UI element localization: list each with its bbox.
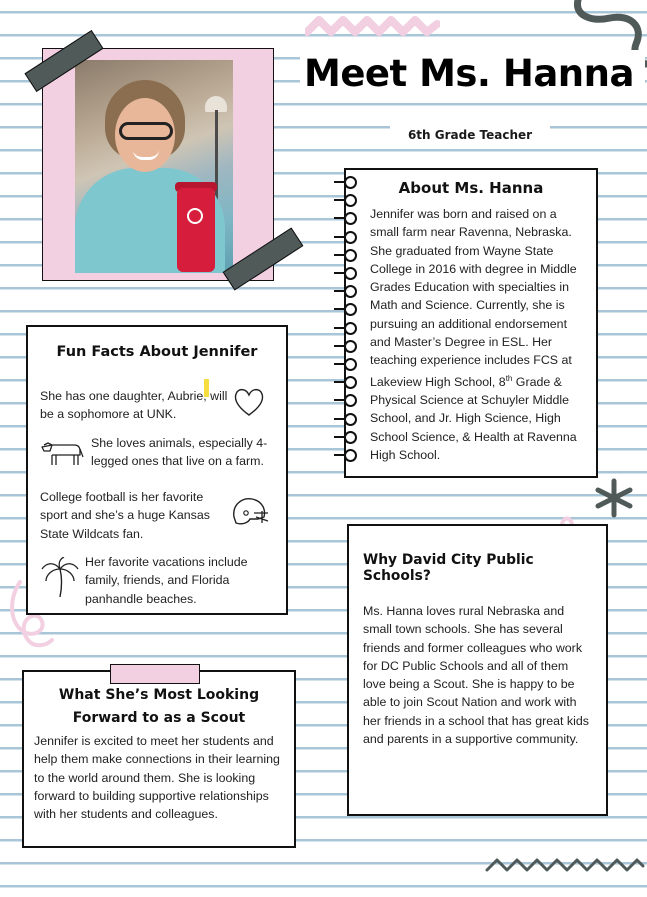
scout-heading: What She’s Most Looking Forward to as a Scout <box>58 687 260 726</box>
page-subtitle: 6th Grade Teacher <box>390 126 550 144</box>
spiral-ring <box>344 413 357 426</box>
spiral-ring <box>344 231 357 244</box>
why-dc-heading: Why David City Public Schools? <box>363 552 534 584</box>
spiral-ring <box>344 303 357 316</box>
cow-icon <box>40 437 84 467</box>
spiral-ring <box>344 340 357 353</box>
pink-zigzag-decoration <box>305 10 440 40</box>
fun-fact-item: She loves animals, especially 4-legged ones that live on a farm. <box>91 436 268 469</box>
spiral-ring <box>344 176 357 189</box>
gray-zigzag-decoration <box>485 852 645 878</box>
football-helmet-icon <box>228 495 270 529</box>
spiral-ring <box>344 267 357 280</box>
star-decoration <box>594 478 634 518</box>
spiral-ring <box>344 194 357 207</box>
spiral-ring <box>344 358 357 371</box>
why-dc-card <box>347 524 608 816</box>
about-body: Jennifer was born and raised on a small farm near Ravenna, Nebraska. She graduated from Wayne State College in 2016 with degree in Middle Grades Education with specialties in Math and Science. Currently, she is pursuing an additional endorsement and Master’s Degree in ESL. Her teaching experience includes FCS at Lakeview High School, 8th Grade & Physical Science at Schuyler Middle School, and Jr. High Science, High School Science, & Health at Ravenna High School. <box>370 207 577 462</box>
spiral-ring <box>344 376 357 389</box>
heart-icon <box>232 385 266 419</box>
teacher-photo <box>75 60 233 273</box>
fun-fact-item: She has one daughter, Aubrie, will be a sophomore at UNK. <box>40 389 228 422</box>
fun-fact-item: Her favorite vacations include family, friends, and Florida panhandle beaches. <box>85 555 248 606</box>
fun-fact-item: College football is her favorite sport and she’s a huge Kansas State Wildcats fan. <box>40 490 210 541</box>
why-dc-body: Ms. Hanna loves rural Nebraska and small town schools. She has several friends and former colleagues who work for DC Public Schools and all of them love being a Scout. She is happy to be able to join Scout Nation and work with her friends in a school that has great kids and parents in a supportive community. <box>363 604 589 747</box>
page-title: Meet Ms. Hanna <box>300 50 645 98</box>
spiral-ring <box>344 212 357 225</box>
spiral-ring <box>344 394 357 407</box>
scout-card <box>22 670 296 848</box>
spiral-ring <box>344 431 357 444</box>
spiral-ring <box>344 449 357 462</box>
notebook-spiral <box>334 176 366 476</box>
about-card <box>344 168 598 478</box>
fun-facts-card <box>26 325 288 615</box>
spiral-ring <box>344 322 357 335</box>
fun-facts-heading: Fun Facts About Jennifer <box>56 344 258 360</box>
spiral-ring <box>344 285 357 298</box>
about-heading: About Ms. Hanna <box>398 179 544 197</box>
pink-tape-strip <box>110 664 200 684</box>
spiral-ring <box>344 249 357 262</box>
scout-body: Jennifer is excited to meet her students and help them make connections in their learning to the world around them. She is looking forward to building supportive relationships with her students and colleagues. <box>34 734 280 822</box>
palm-tree-icon <box>40 557 80 599</box>
